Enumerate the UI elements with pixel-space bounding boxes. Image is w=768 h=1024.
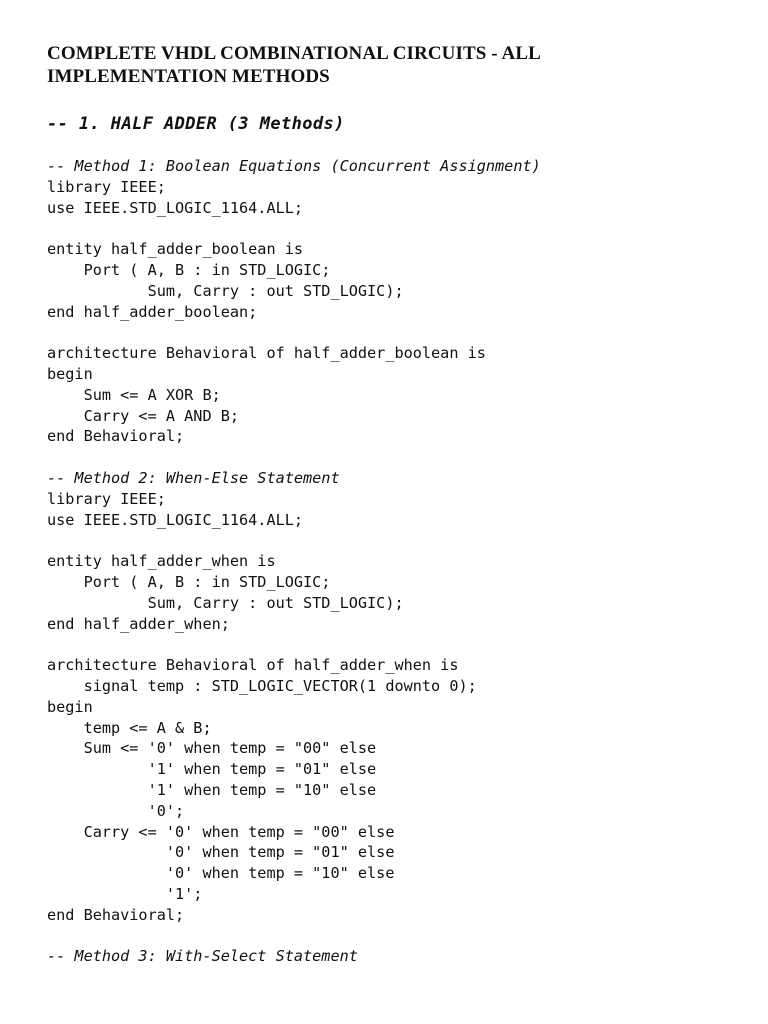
code-line: library IEEE; [47, 489, 166, 508]
code-line: '0' when temp = "10" else [47, 864, 395, 883]
code-line [47, 925, 541, 946]
code-line: architecture Behavioral of half_adder_when is [47, 656, 459, 675]
section-heading: -- 1. HALF ADDER (3 Methods) [47, 114, 345, 134]
code-line [47, 218, 541, 239]
code-line: Sum <= '0' when temp = "00" else [47, 739, 377, 758]
code-line: '1' when temp = "10" else [47, 780, 377, 799]
code-line: Sum <= A XOR B; [47, 385, 221, 404]
code-line [47, 447, 541, 468]
code-line: entity half_adder_when is [47, 552, 276, 571]
code-line: Carry <= A AND B; [47, 406, 240, 425]
code-line: signal temp : STD_LOGIC_VECTOR(1 downto 0); [47, 676, 477, 695]
code-line: use IEEE.STD_LOGIC_1164.ALL; [47, 510, 304, 529]
code-line: temp <= A & B; [47, 718, 212, 737]
code-line: use IEEE.STD_LOGIC_1164.ALL; [47, 198, 304, 217]
code-comment-line: -- Method 3: With-Select Statement [47, 947, 358, 966]
code-line: end Behavioral; [47, 905, 185, 924]
code-line: library IEEE; [47, 177, 166, 196]
code-line: Carry <= '0' when temp = "00" else [47, 822, 395, 841]
document-title: COMPLETE VHDL COMBINATIONAL CIRCUITS - ALL IMPLEMENTATION METHODS [47, 43, 540, 87]
code-line: end half_adder_boolean; [47, 302, 258, 321]
code-line: architecture Behavioral of half_adder_boolean is [47, 344, 486, 363]
code-line: Sum, Carry : out STD_LOGIC); [47, 593, 404, 612]
code-line [47, 322, 541, 343]
code-line: Sum, Carry : out STD_LOGIC); [47, 281, 404, 300]
code-line: entity half_adder_boolean is [47, 240, 304, 259]
code-block [47, 156, 541, 967]
code-line: end Behavioral; [47, 427, 185, 446]
code-line [47, 530, 541, 551]
code-line [47, 634, 541, 655]
code-comment-line: -- Method 1: Boolean Equations (Concurrent Assignment) [47, 157, 541, 175]
code-line: '1' when temp = "01" else [47, 760, 377, 779]
code-line: '0'; [47, 801, 185, 820]
code-comment-line: -- Method 2: When-Else Statement [47, 468, 340, 487]
code-line: end half_adder_when; [47, 614, 230, 633]
code-line: '0' when temp = "01" else [47, 843, 395, 862]
code-line: '1'; [47, 884, 203, 903]
code-line: Port ( A, B : in STD_LOGIC; [47, 572, 331, 591]
code-line: Port ( A, B : in STD_LOGIC; [47, 260, 331, 279]
code-line: begin [47, 364, 93, 383]
code-line: begin [47, 697, 93, 716]
